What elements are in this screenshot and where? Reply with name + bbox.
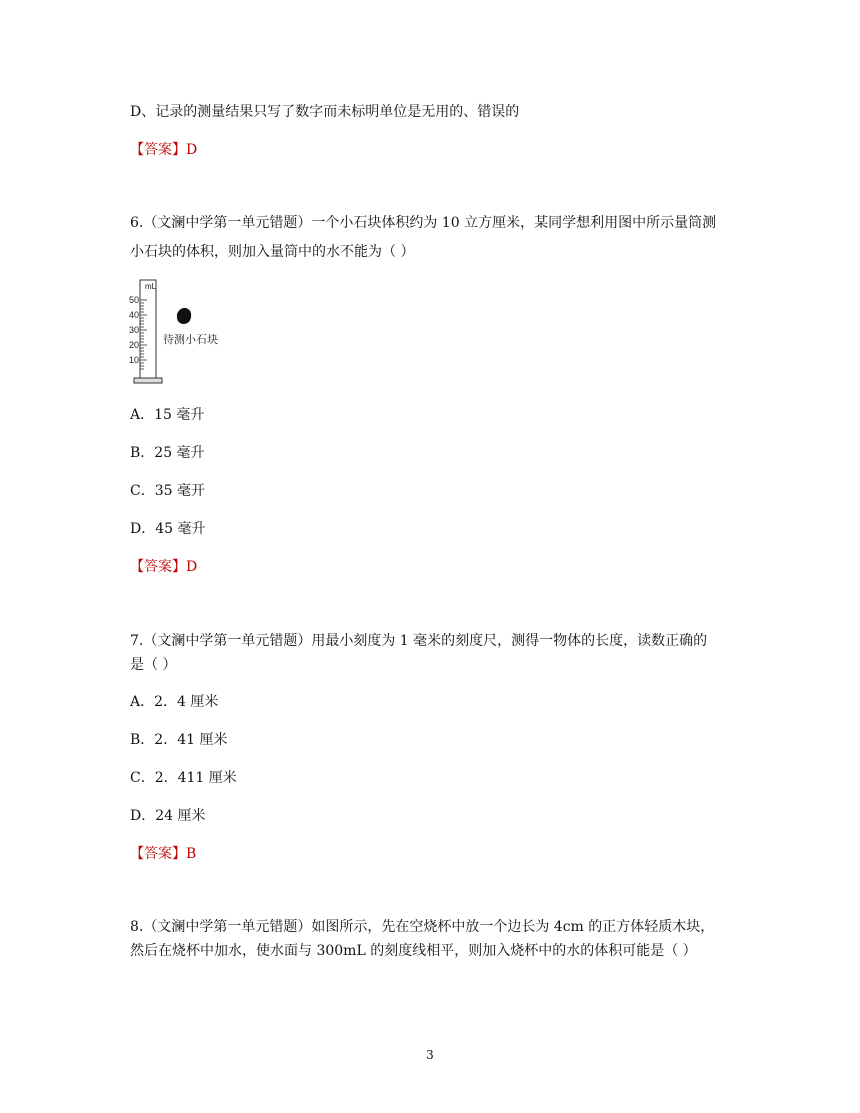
q6-option-c: C．35 毫开 — [130, 483, 205, 499]
page-number: 3 — [426, 1048, 434, 1062]
cylinder-tick-label: 30 — [128, 325, 139, 335]
q7-option-b: B．2．41 厘米 — [130, 732, 228, 748]
q6-option-b: B．25 毫升 — [130, 445, 205, 461]
cylinder-tick-label: 20 — [128, 340, 139, 350]
cylinder-unit-label: mL — [145, 282, 157, 291]
q8-stem-line2: 然后在烧杯中加水，使水面与 300mL 的刻度线相平，则加入烧杯中的水的体积可能是（ ） — [130, 943, 697, 959]
answer-value: D — [186, 559, 198, 575]
q6-answer — [130, 557, 197, 577]
q6-stem-line1: 6.（文澜中学第一单元错题）一个小石块体积约为 10 立方厘米，某同学想利用图中所示量筒测 — [130, 215, 717, 231]
cylinder-tick-label: 50 — [128, 295, 139, 305]
q7-option-a: A．2．4 厘米 — [130, 694, 219, 710]
q6-option-a: A．15 毫升 — [130, 407, 205, 423]
answer-value: B — [186, 846, 197, 862]
cylinder-tick-label: 10 — [128, 355, 139, 365]
q6-option-d: D．45 毫升 — [130, 521, 206, 537]
stone-label: 待测小石块 — [163, 333, 218, 346]
cylinder-tick-label: 40 — [128, 310, 139, 320]
q7-option-d: D．24 厘米 — [130, 808, 206, 824]
q7-stem-line2: 是（ ） — [130, 657, 177, 673]
q6-stem-line2: 小石块的体积，则加入量筒中的水不能为（ ） — [130, 244, 415, 260]
answer-value: D — [186, 142, 198, 158]
q7-stem-line1: 7.（文澜中学第一单元错题）用最小刻度为 1 毫米的刻度尺，测得一物体的长度，读数正确的 — [130, 633, 708, 649]
q7-option-c: C．2．411 厘米 — [130, 770, 237, 786]
answer-label: 【答案】 — [130, 142, 186, 158]
q5-option-d: D、记录的测量结果只写了数字而未标明单位是无用的、错误的 — [130, 104, 520, 120]
stone-shape — [177, 308, 191, 324]
answer-label: 【答案】 — [130, 846, 186, 862]
q8-stem-line1: 8.（文澜中学第一单元错题）如图所示，先在空烧杯中放一个边长为 4cm 的正方体轻质木块， — [130, 919, 715, 935]
graduated-cylinder-figure — [130, 280, 240, 386]
q5-answer — [130, 140, 197, 160]
q7-answer — [130, 844, 196, 864]
answer-label: 【答案】 — [130, 559, 186, 575]
graduated-cylinder-drawing — [130, 280, 240, 386]
